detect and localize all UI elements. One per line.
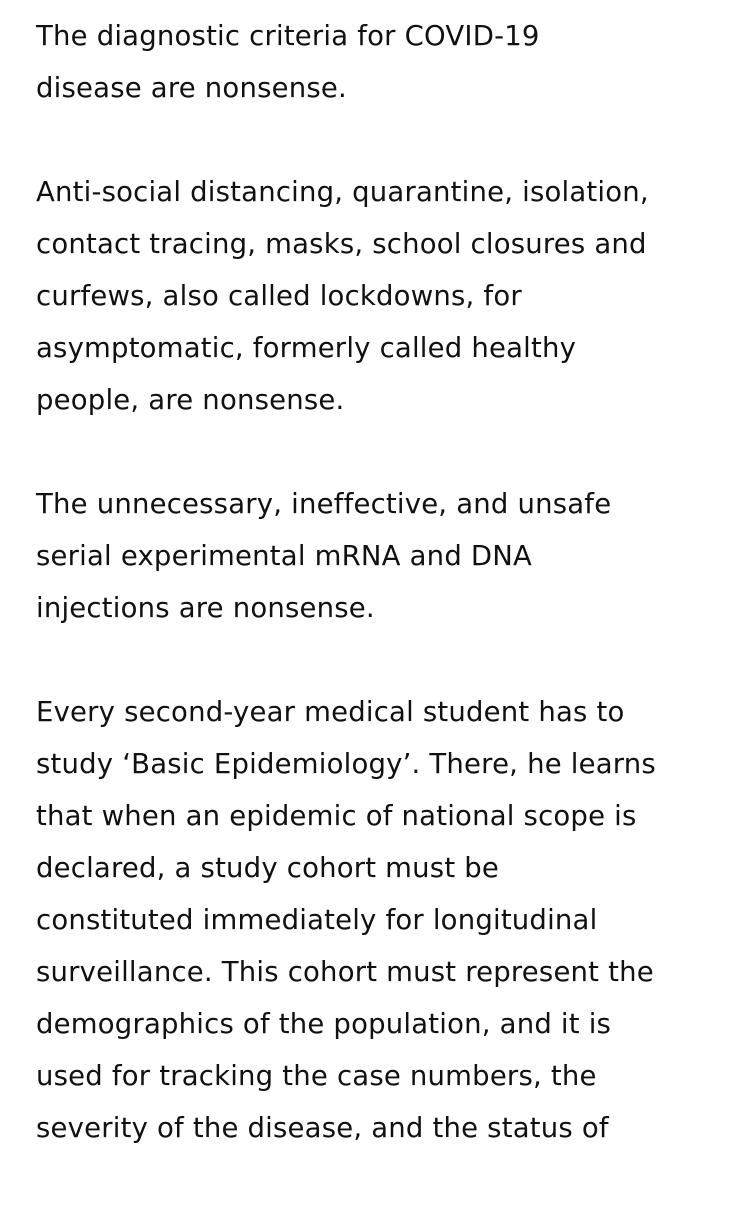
text-line: Every second-year medical student has to [36, 696, 625, 728]
text-line: contact tracing, masks, school closures and [36, 228, 647, 260]
text-line: declared, a study cohort must be [36, 852, 500, 884]
paragraph-diagnostic-criteria [36, 10, 716, 114]
article-body [36, 10, 716, 1206]
paragraph-injections [36, 478, 716, 634]
text-line: disease are nonsense. [36, 72, 347, 104]
text-line: serial experimental mRNA and DNA [36, 540, 533, 572]
text-line: The unnecessary, ineffective, and unsafe [36, 488, 612, 520]
text-line: curfews, also called lockdowns, for [36, 280, 522, 312]
text-line: severity of the disease, and the status of [36, 1112, 609, 1144]
text-line: that when an epidemic of national scope is [36, 800, 637, 832]
text-line: surveillance. This cohort must represent the [36, 956, 654, 988]
text-line: study ‘Basic Epidemiology’. There, he learns [36, 748, 656, 780]
text-line: used for tracking the case numbers, the [36, 1060, 597, 1092]
text-line: The diagnostic criteria for COVID-19 [36, 20, 540, 52]
paragraph-lockdowns [36, 166, 716, 426]
text-line: constituted immediately for longitudinal [36, 904, 598, 936]
text-line: Anti-social distancing, quarantine, isolation, [36, 176, 649, 208]
text-line: demographics of the population, and it is [36, 1008, 612, 1040]
text-line: people, are nonsense. [36, 384, 345, 416]
text-line: asymptomatic, formerly called healthy [36, 332, 577, 364]
text-line: injections are nonsense. [36, 592, 375, 624]
paragraph-epidemiology [36, 686, 716, 1154]
